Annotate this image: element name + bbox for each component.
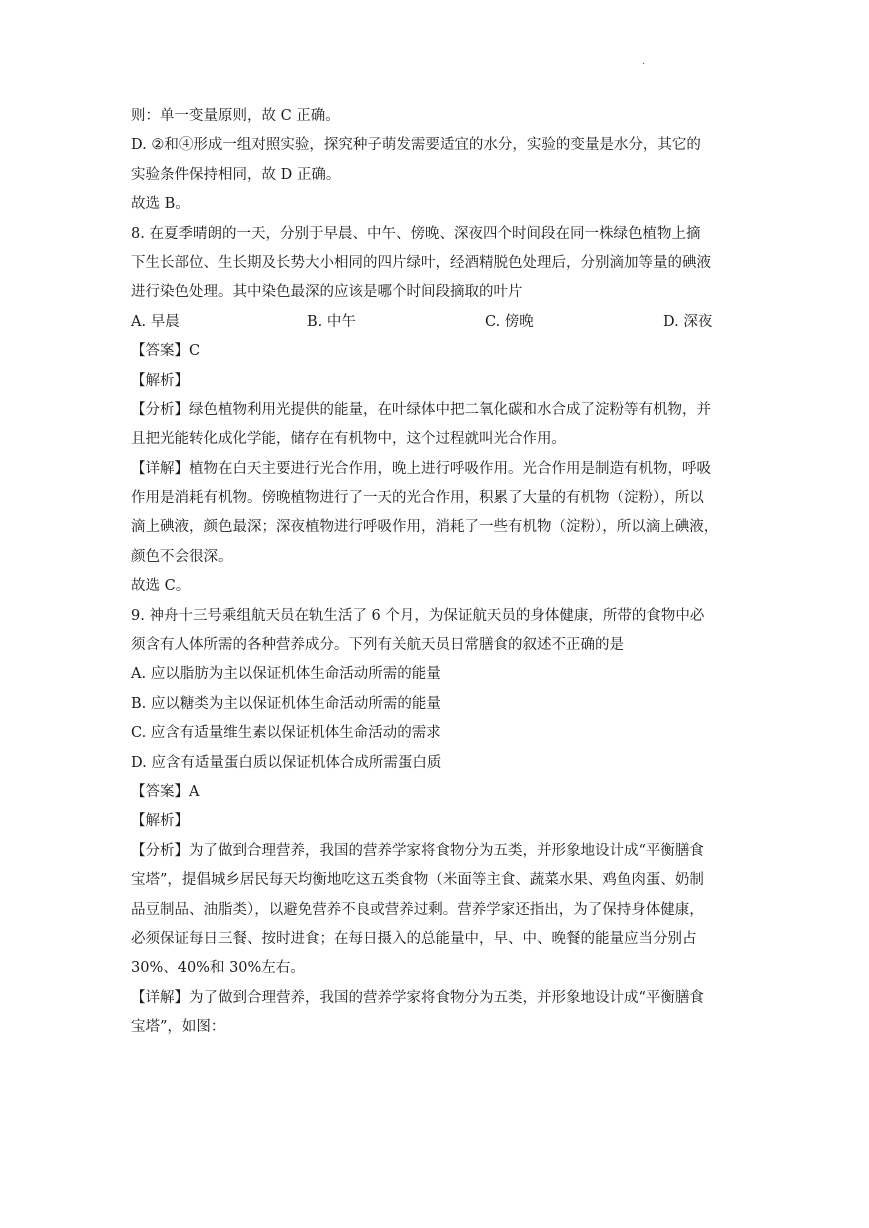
option-d: D. 深夜 [663,313,713,330]
option-c: C. 傍晚 [485,313,534,330]
text-line: 则：单一变量原则，故 C 正确。 [131,108,340,124]
text-line: 宝塔”，提倡城乡居民每天均衡地吃这五类食物（米面等主食、蔬菜水果、鸡鱼肉蛋、奶制 [131,872,704,889]
text-line: 实验条件保持相同，故 D 正确。 [131,166,341,183]
text-line: 【详解】为了做到合理营养，我国的营养学家将食物分为五类，并形象地设计成“平衡膳食 [131,989,704,1006]
option-c: C. 应含有适量维生素以保证机体生命活动的需求 [131,725,441,742]
option-d: D. 应含有适量蛋白质以保证机体合成所需蛋白质 [131,754,442,771]
analysis-heading: 【解析】 [131,372,189,389]
text-line: 宝塔”，如图： [131,1019,226,1036]
question-8-options [131,308,741,337]
analysis-heading: 【解析】 [131,813,189,830]
text-line: 【详解】植物在白天主要进行光合作用，晚上进行呼吸作用。光合作用是制造有机物，呼吸 [131,460,711,477]
text-line: D. ②和④形成一组对照实验，探究种子萌发需要适宜的水分，实验的变量是水分，其它的 [131,137,701,154]
text-line: 30%、40%和 30%左右。 [131,960,305,977]
text-line: 且把光能转化成化学能，储存在有机物中，这个过程就叫光合作用。 [131,431,566,448]
question-9-stem: 9. 神舟十三号乘组航天员在轨生活了 6 个月，为保证航天员的身体健康，所带的食物中必 [131,607,705,624]
option-b: B. 应以糖类为主以保证机体生命活动所需的能量 [131,695,441,712]
text-line: 故选 B。 [131,196,190,213]
text-line: 下生长部位、生长期及长势大小相同的四片绿叶，经酒精脱色处理后，分别滴加等量的碘液 [131,254,711,271]
question-8-stem: 8. 在夏季晴朗的一天，分别于早晨、中午、傍晚、深夜四个时间段在同一株绿色植物上摘 [131,225,701,242]
text-line: 进行染色处理。其中染色最深的应该是哪个时间段摘取的叶片 [131,284,523,301]
text-line: 作用是消耗有机物。傍晚植物进行了一天的光合作用，积累了大量的有机物（淀粉），所以 [131,490,704,507]
text-line: 须含有人体所需的各种营养成分。下列有关航天员日常膳食的叙述不正确的是 [131,637,624,654]
header-dot: . [642,56,646,67]
option-a: A. 早晨 [131,313,180,330]
option-a: A. 应以脂肪为主以保证机体生命活动所需的能量 [131,666,441,683]
text-line: 品豆制品、油脂类），以避免营养不良或营养过剩。营养学家还指出，为了保持身体健康， [131,901,704,918]
text-line: 故选 C。 [131,578,191,595]
text-line: 滴上碘液，颜色最深；深夜植物进行呼吸作用，消耗了一些有机物（淀粉），所以滴上碘液， [131,519,719,536]
answer-line: 【答案】C [131,343,201,360]
text-line: 【分析】绿色植物利用光提供的能量，在叶绿体中把二氧化碳和水合成了淀粉等有机物，并 [131,401,711,418]
answer-line: 【答案】A [131,783,200,800]
option-b: B. 中午 [307,313,356,330]
text-line: 颜色不会很深。 [131,548,233,565]
text-line: 【分析】为了做到合理营养，我国的营养学家将食物分为五类，并形象地设计成“平衡膳食 [131,842,704,859]
text-line: 必须保证每日三餐、按时进食；在每日摄入的总能量中，早、中、晚餐的能量应当分别占 [131,930,697,947]
document-body [131,102,741,1043]
